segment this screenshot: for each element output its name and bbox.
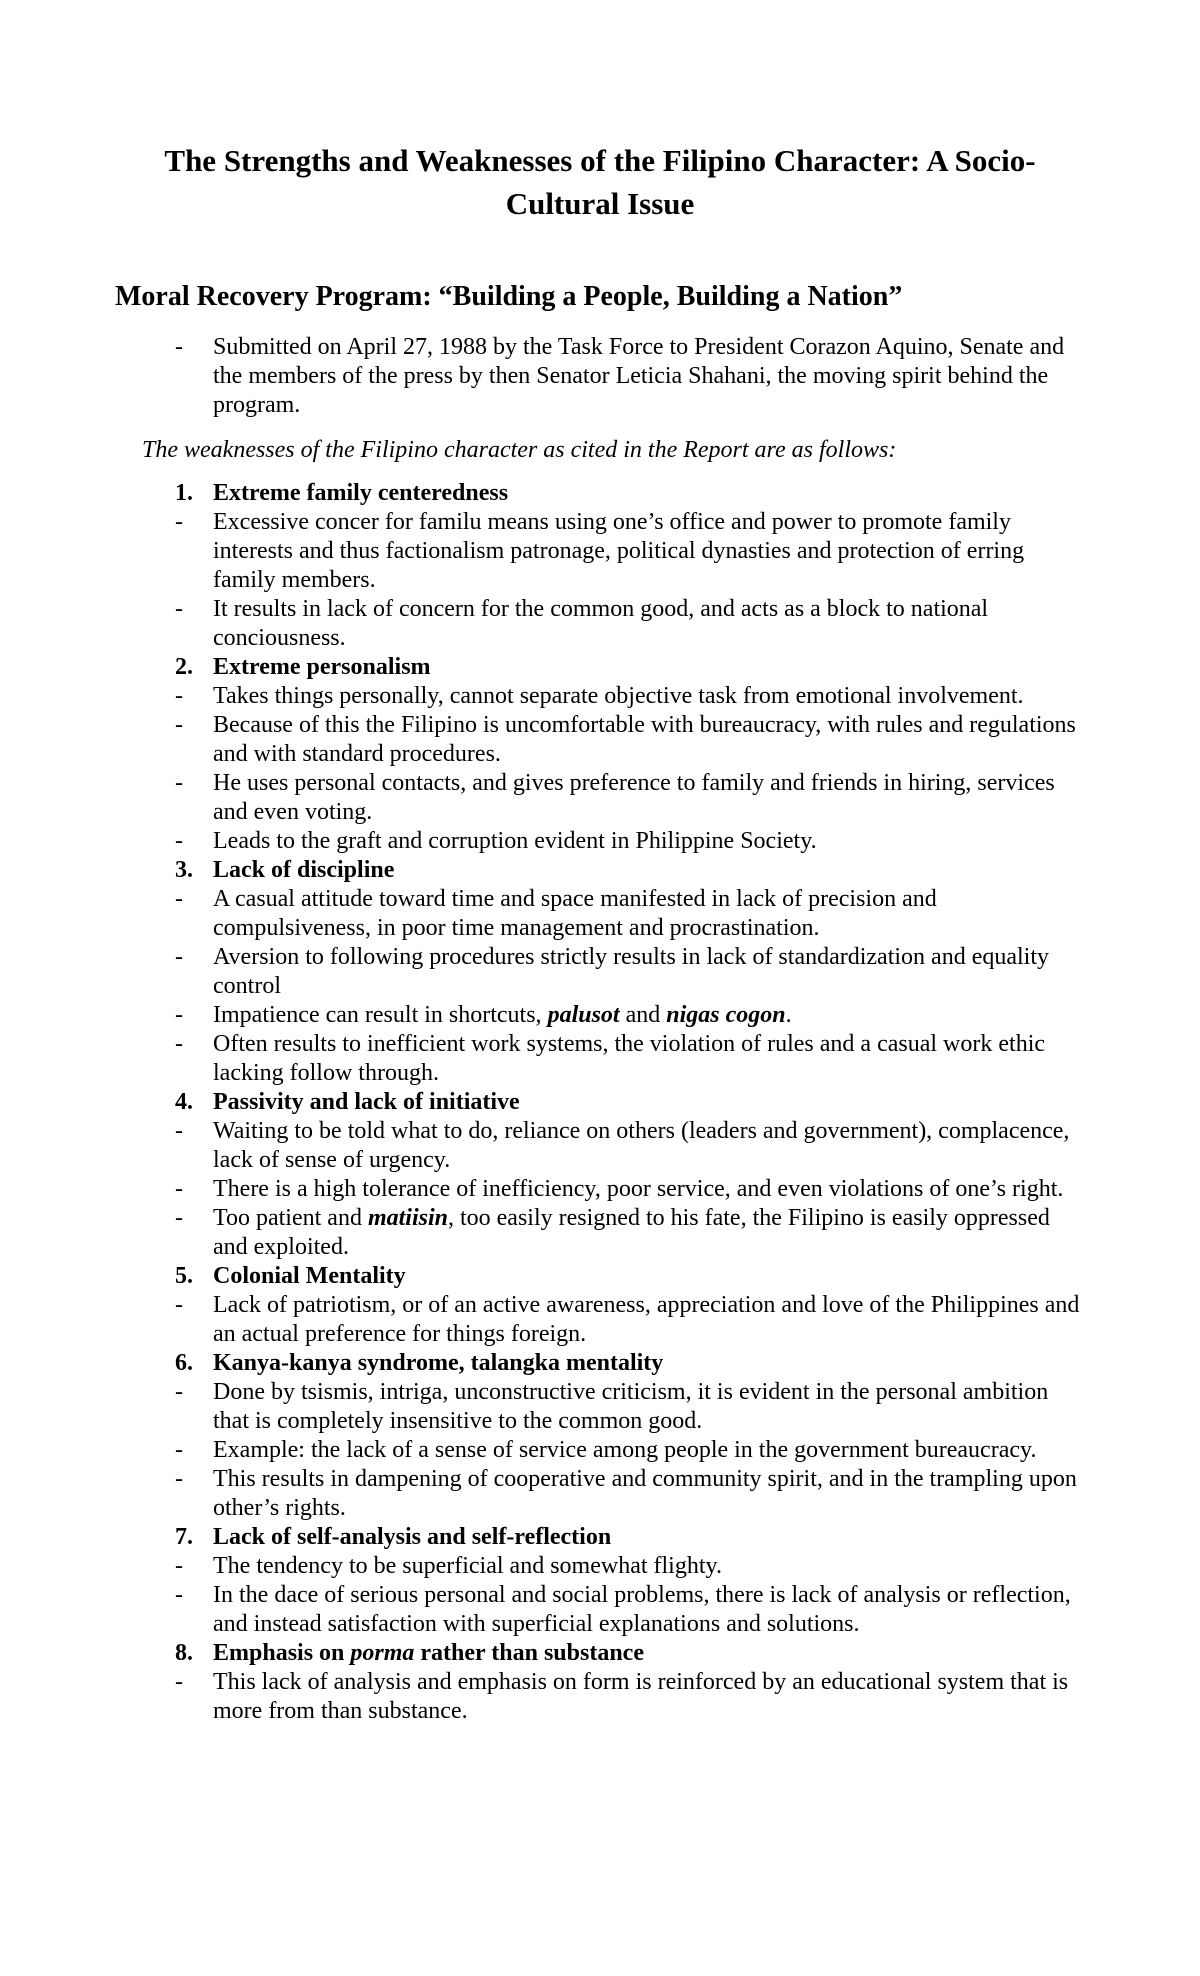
weakness-item-heading xyxy=(175,1262,1085,1291)
item-text: The tendency to be superficial and somewhat flighty. xyxy=(213,1553,722,1579)
bullet-marker: - xyxy=(175,334,183,360)
weakness-point xyxy=(175,769,1085,827)
bullet-marker: - xyxy=(175,509,183,535)
item-text: Lack of patriotism, or of an active awareness, appreciation and love of the Philippines and an actual preference for things foreign. xyxy=(213,1292,1080,1347)
item-text: He uses personal contacts, and gives preference to family and friends in hiring, services and even voting. xyxy=(213,770,1055,825)
text-segment: palusot xyxy=(547,1002,620,1028)
weakness-item-heading xyxy=(175,1523,1085,1552)
weakness-item-heading xyxy=(175,1639,1085,1668)
bullet-marker: - xyxy=(175,596,183,622)
weakness-item-heading xyxy=(175,479,1085,508)
text-segment: porma xyxy=(350,1640,415,1666)
bullet-marker: - xyxy=(175,1379,183,1405)
weakness-number: 6. xyxy=(175,1350,193,1376)
text-segment: nigas cogon xyxy=(666,1002,786,1028)
bullet-marker: - xyxy=(175,1176,183,1202)
bullet-marker: - xyxy=(175,1437,183,1463)
weakness-number: 3. xyxy=(175,857,193,883)
bullet-marker: - xyxy=(175,1292,183,1318)
bullet-marker: - xyxy=(175,770,183,796)
weakness-number: 7. xyxy=(175,1524,193,1550)
item-text: Done by tsismis, intriga, unconstructive criticism, it is evident in the personal ambition that is completely insensitive to the common good. xyxy=(213,1379,1049,1434)
bullet-marker: - xyxy=(175,683,183,709)
text-segment: and xyxy=(619,1002,667,1028)
bullet-marker: - xyxy=(175,1205,183,1231)
bullet-marker: - xyxy=(175,1002,183,1028)
text-segment: Impatience can result in shortcuts, xyxy=(213,1002,548,1028)
bullet-marker: - xyxy=(175,1582,183,1608)
weakness-point xyxy=(175,711,1085,769)
text-segment: Emphasis on xyxy=(213,1640,351,1666)
item-text: This results in dampening of cooperative and community spirit, and in the trampling upon other’s rights. xyxy=(213,1466,1077,1521)
item-text: Passivity and lack of initiative xyxy=(213,1089,520,1115)
weakness-point xyxy=(175,1117,1085,1175)
text-segment: matiisin xyxy=(367,1205,448,1231)
item-text: In the dace of serious personal and social problems, there is lack of analysis or reflection, and instead satisfaction with superficial explanations and solutions. xyxy=(213,1582,1071,1637)
weakness-point xyxy=(175,1552,1085,1581)
intro-bullet-item xyxy=(175,333,1085,420)
weakness-number: 1. xyxy=(175,480,193,506)
weakness-number: 4. xyxy=(175,1089,193,1115)
weakness-number: 8. xyxy=(175,1640,193,1666)
bullet-marker: - xyxy=(175,944,183,970)
item-text: Colonial Mentality xyxy=(213,1263,406,1289)
weakness-point xyxy=(175,1291,1085,1349)
weakness-point xyxy=(175,1436,1085,1465)
text-segment: . xyxy=(785,1002,792,1028)
item-text: It results in lack of concern for the common good, and acts as a block to national conciousness. xyxy=(213,596,989,651)
weakness-number: 2. xyxy=(175,654,193,680)
weakness-point xyxy=(175,595,1085,653)
weakness-list xyxy=(175,479,1085,1726)
document-title: The Strengths and Weaknesses of the Filipino Character: A Socio-Cultural Issue xyxy=(164,143,1036,221)
item-text: A casual attitude toward time and space manifested in lack of precision and compulsiveness, in poor time management and procrastination. xyxy=(213,886,937,941)
section-heading: Moral Recovery Program: “Building a People, Building a Nation” xyxy=(115,281,903,312)
text-segment: , too easily resigned to his fate, the Filipino is easily oppressed and exploited. xyxy=(213,1205,1050,1260)
item-text: Waiting to be told what to do, reliance on others (leaders and government), complacence, lack of sense of urgency. xyxy=(213,1118,1070,1173)
bullet-marker: - xyxy=(175,1669,183,1695)
item-text xyxy=(213,1204,1085,1262)
bullet-marker: - xyxy=(175,1466,183,1492)
weakness-point xyxy=(175,885,1085,943)
weakness-point xyxy=(175,1030,1085,1088)
intro-bullet-list xyxy=(175,333,1085,420)
weakness-item-heading xyxy=(175,856,1085,885)
weakness-point xyxy=(175,682,1085,711)
weakness-point xyxy=(175,943,1085,1001)
item-text xyxy=(213,1001,1085,1030)
bullet-marker: - xyxy=(175,1031,183,1057)
weakness-point xyxy=(175,1001,1085,1030)
item-text: Kanya-kanya syndrome, talangka mentality xyxy=(213,1350,664,1376)
weakness-point xyxy=(175,1668,1085,1726)
item-text: This lack of analysis and emphasis on form is reinforced by an educational system that is more from than substance. xyxy=(213,1669,1069,1724)
item-text: Example: the lack of a sense of service among people in the government bureaucracy. xyxy=(213,1437,1037,1463)
item-text: Often results to inefficient work systems, the violation of rules and a casual work ethic lacking follow through. xyxy=(213,1031,1046,1086)
item-text: There is a high tolerance of inefficiency, poor service, and even violations of one’s right. xyxy=(213,1176,1064,1202)
text-segment: Too patient and xyxy=(213,1205,368,1231)
weakness-point xyxy=(175,827,1085,856)
weakness-item-heading xyxy=(175,1088,1085,1117)
item-text: Leads to the graft and corruption evident in Philippine Society. xyxy=(213,828,817,854)
item-text: Lack of discipline xyxy=(213,857,395,883)
weakness-number: 5. xyxy=(175,1263,193,1289)
item-text: Extreme family centeredness xyxy=(213,480,509,506)
bullet-marker: - xyxy=(175,1118,183,1144)
lead-in-text: The weaknesses of the Filipino character as cited in the Report are as follows: xyxy=(142,437,897,463)
bullet-marker: - xyxy=(175,1553,183,1579)
bullet-marker: - xyxy=(175,886,183,912)
weakness-point xyxy=(175,1581,1085,1639)
bullet-marker: - xyxy=(175,712,183,738)
item-text: Lack of self-analysis and self-reflection xyxy=(213,1524,612,1550)
weakness-point xyxy=(175,508,1085,595)
weakness-point xyxy=(175,1175,1085,1204)
weakness-item-heading xyxy=(175,653,1085,682)
text-segment: rather than substance xyxy=(414,1640,644,1666)
weakness-point xyxy=(175,1378,1085,1436)
weakness-point xyxy=(175,1204,1085,1262)
item-text: Aversion to following procedures strictly results in lack of standardization and equality control xyxy=(213,944,1050,999)
item-text: Extreme personalism xyxy=(213,654,431,680)
item-text xyxy=(213,1639,1085,1668)
item-text: Submitted on April 27, 1988 by the Task Force to President Corazon Aquino, Senate and the members of the press by then Senator Leticia Shahani, the moving spirit behind the program. xyxy=(213,334,1065,418)
weakness-item-heading xyxy=(175,1349,1085,1378)
weakness-point xyxy=(175,1465,1085,1523)
item-text: Takes things personally, cannot separate objective task from emotional involvement. xyxy=(213,683,1024,709)
item-text: Because of this the Filipino is uncomfortable with bureaucracy, with rules and regulations and with standard procedures. xyxy=(213,712,1076,767)
bullet-marker: - xyxy=(175,828,183,854)
item-text: Excessive concer for familu means using one’s office and power to promote family interests and thus factionalism patronage, political dynasties and protection of erring family members. xyxy=(213,509,1025,593)
